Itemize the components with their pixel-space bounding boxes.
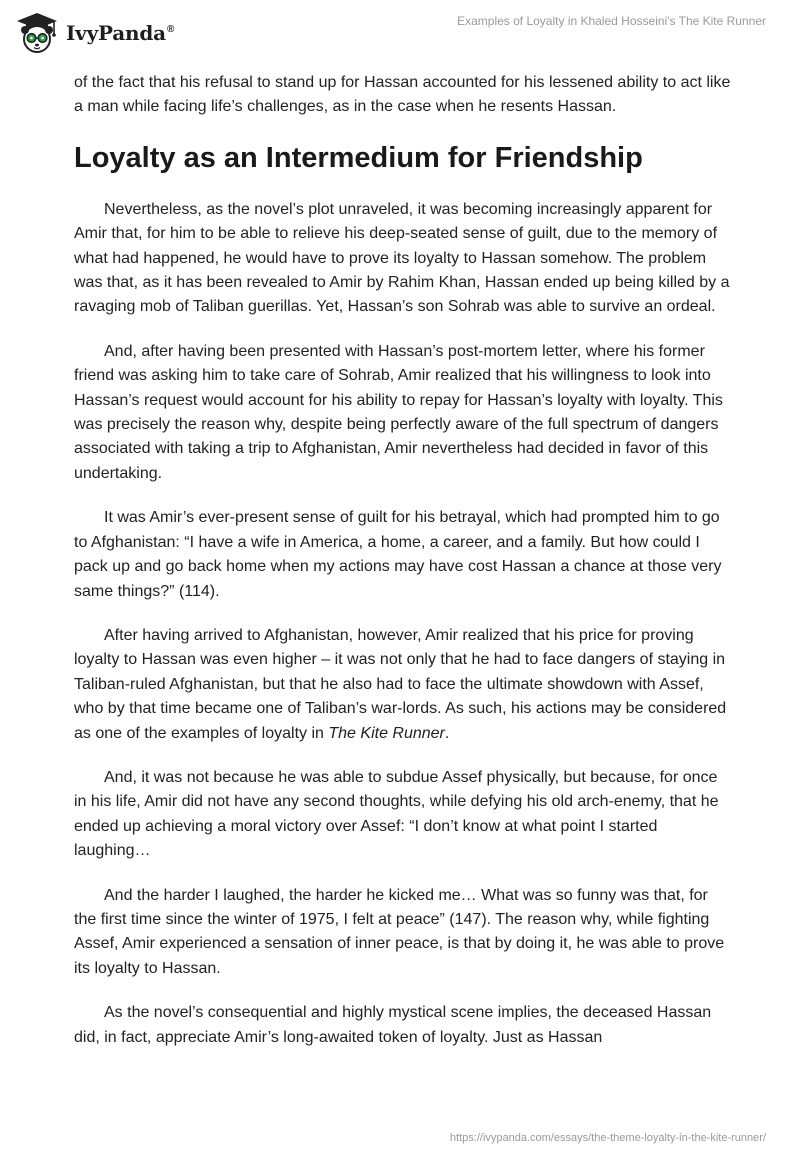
paragraph: Nevertheless, as the novel’s plot unraveled, it was becoming increasingly apparent for Amir that, for him to be able to relieve his deep-seated sense of guilt, due to the memory of what had happened, he would have to prove its loyalty to Hassan somehow. The problem was that, as it has been revealed to Amir by Rahim Khan, Hassan ended up being killed by a ravaging mob of Taliban guerillas. Yet, Hassan’s son Sohrab was able to survive an ordeal. bbox=[74, 200, 730, 316]
paragraph-text: After having arrived to Afghanistan, however, Amir realized that his price for proving loyalty to Hassan was even higher – it was not only that he had to face dangers of staying in Taliban-ruled Afghanistan, but that he also had to face the ultimate showdown with Assef, who by that time became one of Taliban’s war-lords. As such, his actions may be considered as one of the examples of loyalty in bbox=[74, 626, 727, 742]
intro-paragraph: of the fact that his refusal to stand up for Hassan accounted for his lessened ability to act like a man while facing life’s challenges, as in the case when he resents Hassan. bbox=[74, 74, 731, 116]
paragraph: It was Amir’s ever-present sense of guilt for his betrayal, which had prompted him to go to Afghanistan: “I have a wife in America, a home, a career, and a family. But how could I pack up and go back home when my actions may have cost Hassan a chance at those very same things?” (114). bbox=[74, 509, 722, 600]
page-header bbox=[0, 0, 800, 66]
registered-mark: ® bbox=[166, 24, 175, 36]
essay-content bbox=[74, 71, 734, 1070]
document-title: Examples of Loyalty in Khaled Hosseini's The Kite Runner bbox=[457, 14, 766, 28]
paragraph-text-end: . bbox=[444, 724, 450, 742]
paragraph: And the harder I laughed, the harder he kicked me… What was so funny was that, for the first time since the winter of 1975, I felt at peace” (147). The reason why, while fighting Assef, Amir experienced a sensation of inner peace, is that by doing it, he was able to prove its loyalty to Hassan. bbox=[74, 886, 725, 977]
paragraph: And, it was not because he was able to subdue Assef physically, but because, for once in his life, Amir did not have any second thoughts, while defying his old arch-enemy, that he ended up achieving a moral victory over Assef: “I don’t know at what point I started laughing… bbox=[74, 768, 719, 860]
book-title: The Kite Runner bbox=[328, 724, 445, 742]
source-url[interactable]: https://ivypanda.com/essays/the-theme-loyalty-in-the-kite-runner/ bbox=[449, 1132, 766, 1144]
panda-graduate-icon bbox=[14, 10, 60, 56]
ivypanda-logo[interactable] bbox=[14, 10, 174, 56]
section-heading: Loyalty as an Intermedium for Friendship bbox=[74, 141, 643, 174]
paragraph: And, after having been presented with Hassan’s post-mortem letter, where his former friend was asking him to take care of Sohrab, Amir realized that his willingness to look into Hassan’s request would account for his ability to repay for Hassan’s loyalty with loyalty. This was precisely the reason why, despite being perfectly aware of the full spectrum of dangers associated with taking a trip to Afghanistan, Amir nevertheless had decided in favor of this undertaking. bbox=[74, 342, 723, 482]
paragraph: As the novel’s consequential and highly mystical scene implies, the deceased Hassan did, in fact, appreciate Amir’s long-awaited token of loyalty. Just as Hassan bbox=[74, 1004, 712, 1046]
brand-name: IvyPanda® bbox=[66, 21, 175, 45]
paragraph-with-title bbox=[74, 624, 734, 746]
